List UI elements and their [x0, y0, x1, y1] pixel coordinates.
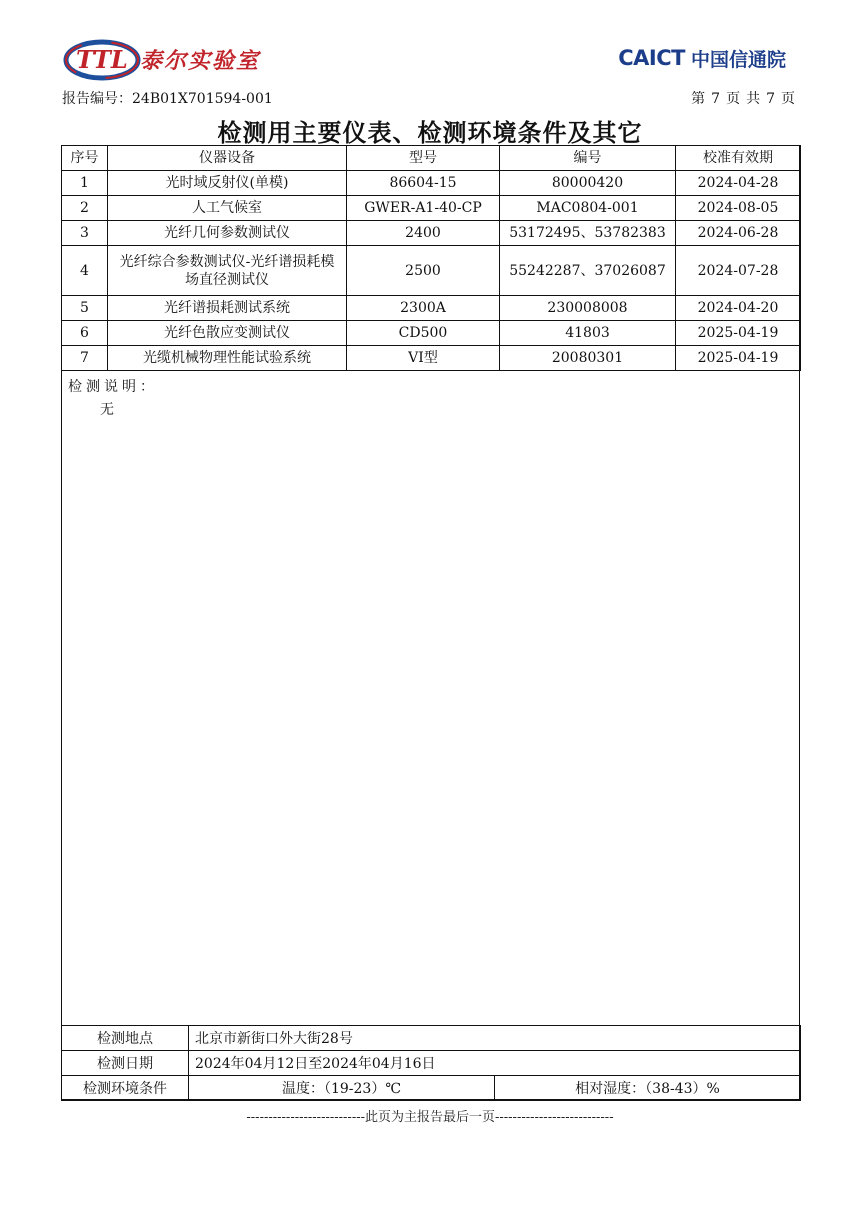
- cell-model: 2500: [347, 246, 500, 296]
- location-row: [62, 1026, 801, 1051]
- ttl-lab-name: 泰尔实验室: [140, 48, 261, 74]
- cell-instrument: 光纤谱损耗测试系统: [108, 296, 347, 321]
- cell-calibration: 2024-08-05: [676, 196, 801, 221]
- location-value: 北京市新街口外大街28号: [189, 1026, 801, 1051]
- page-total: 7: [766, 91, 775, 107]
- table-row: [62, 221, 801, 246]
- conditions-row: [62, 1076, 801, 1101]
- report-number: 报告编号：24B01X701594-001: [62, 91, 273, 107]
- cell-calibration: 2025-04-19: [676, 321, 801, 346]
- cell-model: 86604-15: [347, 171, 500, 196]
- page-word: 页: [781, 91, 795, 107]
- last-page-footer: ---------------------------此页为主报告最后一页---------------------------: [246, 1110, 614, 1125]
- header-cell-no: 序号: [62, 146, 108, 171]
- caict-logo-en: CAICT: [618, 46, 685, 70]
- equipment-table: [61, 145, 801, 371]
- cell-no: 4: [62, 246, 108, 296]
- page-word: 页: [726, 91, 741, 107]
- cell-instrument: 光时域反射仪(单模): [108, 171, 347, 196]
- notes-label: 检测说明：: [68, 379, 158, 395]
- page-indicator: [688, 88, 798, 108]
- cell-calibration: 2024-07-28: [676, 246, 801, 296]
- cell-serial: 53172495、53782383: [500, 221, 676, 246]
- header-cell-model: 型号: [347, 146, 500, 171]
- ttl-logo-text: TTL: [76, 45, 128, 74]
- location-label: 检测地点: [62, 1026, 189, 1051]
- caict-logo: [618, 44, 786, 72]
- page-title: 检测用主要仪表、检测环境条件及其它: [217, 118, 643, 147]
- cell-serial: 230008008: [500, 296, 676, 321]
- cell-model: 2300A: [347, 296, 500, 321]
- cell-no: 5: [62, 296, 108, 321]
- page-word: 共: [746, 91, 761, 107]
- date-label: 检测日期: [62, 1051, 189, 1076]
- cell-no: 3: [62, 221, 108, 246]
- cell-no: 2: [62, 196, 108, 221]
- temperature-value: 温度：（19-23）℃: [189, 1076, 495, 1101]
- caict-logo-cn: 中国信通院: [690, 48, 786, 71]
- cell-calibration: 2024-06-28: [676, 221, 801, 246]
- page-word: 第: [691, 91, 706, 107]
- notes-text: 无: [100, 402, 114, 418]
- table-row: [62, 296, 801, 321]
- header-cell-instrument: 仪器设备: [108, 146, 347, 171]
- cell-instrument: 光缆机械物理性能试验系统: [108, 346, 347, 371]
- header-cell-serial: 编号: [500, 146, 676, 171]
- table-row: [62, 321, 801, 346]
- cell-calibration: 2024-04-28: [676, 171, 801, 196]
- cell-instrument: 人工气候室: [108, 196, 347, 221]
- table-row: [62, 346, 801, 371]
- cell-calibration: 2025-04-19: [676, 346, 801, 371]
- cell-calibration: 2024-04-20: [676, 296, 801, 321]
- cell-model: CD500: [347, 321, 500, 346]
- humidity-value: 相对湿度：（38-43）%: [495, 1076, 801, 1101]
- cell-model: VI型: [347, 346, 500, 371]
- environment-table: [61, 1025, 801, 1101]
- cell-serial: 55242287、37026087: [500, 246, 676, 296]
- page-current: 7: [711, 91, 721, 107]
- conditions-label: 检测环境条件: [62, 1076, 189, 1101]
- cell-serial: MAC0804-001: [500, 196, 676, 221]
- date-row: [62, 1051, 801, 1076]
- ttl-ring-icon: [62, 34, 142, 86]
- header-cell-calibration: 校准有效期: [676, 146, 801, 171]
- cell-instrument: 光纤综合参数测试仪-光纤谱损耗模场直径测试仪: [108, 246, 347, 296]
- table-row: [62, 196, 801, 221]
- cell-serial: 80000420: [500, 171, 676, 196]
- cell-no: 1: [62, 171, 108, 196]
- cell-serial: 41803: [500, 321, 676, 346]
- cell-instrument: 光纤几何参数测试仪: [108, 221, 347, 246]
- cell-instrument: 光纤色散应变测试仪: [108, 321, 347, 346]
- cell-serial: 20080301: [500, 346, 676, 371]
- cell-model: 2400: [347, 221, 500, 246]
- cell-model: GWER-A1-40-CP: [347, 196, 500, 221]
- cell-no: 6: [62, 321, 108, 346]
- table-header-row: [62, 146, 801, 171]
- date-value: 2024年04月12日至2024年04月16日: [189, 1051, 801, 1076]
- table-row: [62, 171, 801, 196]
- table-row: [62, 246, 801, 296]
- cell-no: 7: [62, 346, 108, 371]
